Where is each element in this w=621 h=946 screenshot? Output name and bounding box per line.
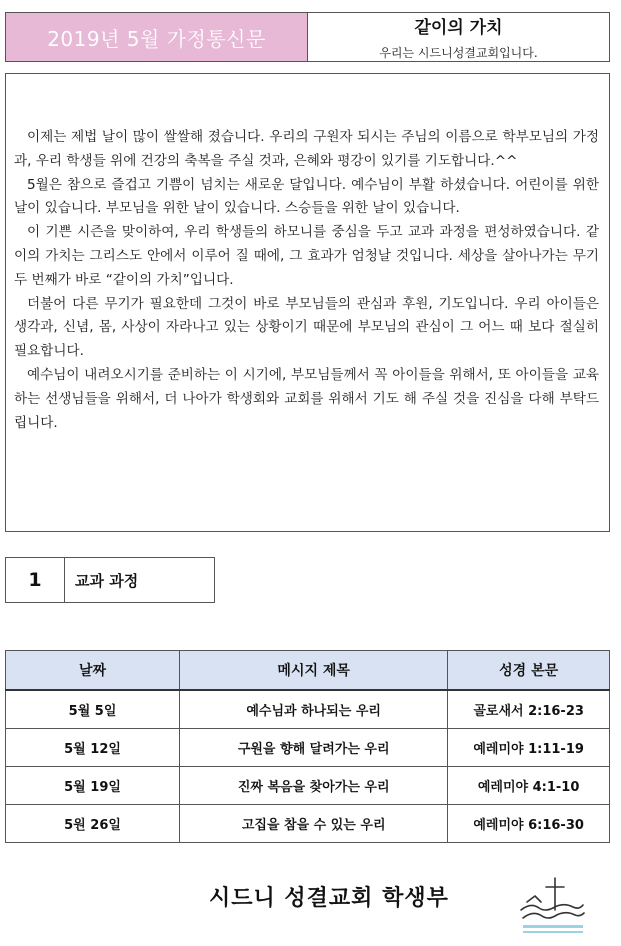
section-heading <box>5 557 215 603</box>
table-row <box>6 729 610 767</box>
section-number: 1 <box>6 558 65 602</box>
scripture-cell: 예레미야 1:11-19 <box>448 729 610 767</box>
message-title-cell: 고집을 참을 수 있는 우리 <box>180 805 448 843</box>
column-header-date: 날짜 <box>6 651 180 691</box>
letter-paragraph: 더불어 다른 무기가 필요한데 그것이 바로 부모님들의 관심과 후원, 기도입니다. 우리 아이들은 생각과, 신념, 몸, 사상이 자라나고 있는 상황이기 때문에 부모님의 관심이 그 어느 때 보다 절실히 필요합니다. <box>14 295 599 360</box>
schedule-table <box>5 650 610 843</box>
table-row <box>6 805 610 843</box>
table-row <box>6 690 610 729</box>
message-title-cell: 구원을 향해 달려가는 우리 <box>180 729 448 767</box>
scripture-cell: 예레미야 4:1-10 <box>448 767 610 805</box>
section-label: 교과 과정 <box>75 571 139 590</box>
church-cross-logo-icon <box>515 872 587 938</box>
newsletter-header <box>5 12 610 62</box>
organization-name: 시드니 성결교회 학생부 <box>209 886 449 911</box>
letter-box <box>5 73 610 532</box>
title-block <box>308 13 609 61</box>
letter-paragraph: 이제는 제법 날이 많이 쌀쌀해 졌습니다. 우리의 구원자 되시는 주님의 이름으로 학부모님의 가정과, 우리 학생들 위에 건강의 축복을 주실 것과, 은혜와 평강이 있기를 기도합니다.^^ <box>14 129 599 169</box>
column-header-message-title: 메시지 제목 <box>180 651 448 691</box>
message-title-cell: 예수님과 하나되는 우리 <box>180 690 448 729</box>
letter-paragraph: 예수님이 내려오시기를 준비하는 이 시기에, 부모님들께서 꼭 아이들을 위해서, 또 아이들을 교육하는 선생님들을 위해서, 더 나아가 학생회와 교회를 위해서 기도 해 주실 것을 진심을 다해 부탁드립니다. <box>14 366 599 431</box>
scripture-cell: 골로새서 2:16-23 <box>448 690 610 729</box>
date-cell: 5원 26일 <box>6 805 180 843</box>
date-cell: 5월 5일 <box>6 690 180 729</box>
table-row <box>6 767 610 805</box>
column-header-scripture: 성경 본문 <box>448 651 610 691</box>
newsletter-title: 같이의 가치 <box>414 18 503 38</box>
newsletter-name-banner <box>6 13 308 61</box>
scripture-cell: 예레미야 6:16-30 <box>448 805 610 843</box>
table-header-row <box>6 651 610 691</box>
letter-paragraph: 5월은 참으로 즐겁고 기쁨이 넘치는 새로운 달입니다. 예수님이 부활 하셨습니다. 어린이를 위한 날이 있습니다. 부모님을 위한 날이 있습니다. 스승들을 위한 날이 있습니다. <box>14 176 599 217</box>
date-cell: 5월 12일 <box>6 729 180 767</box>
date-cell: 5월 19일 <box>6 767 180 805</box>
letter-paragraph: 이 기쁜 시즌을 맞이하여, 우리 학생들의 하모니를 중심을 두고 교과 과정을 편성하였습니다. 같이의 가치는 그리스도 안에서 이루어 질 때에, 그 효과가 엄청날 것입니다. 세상을 살아나가는 무기 두 번째가 바로 “같이의 가치”입니다. <box>14 224 599 288</box>
newsletter-subtitle: 우리는 시드니성결교회입니다. <box>379 46 538 60</box>
newsletter-name: 2019년 5월 가정통신문 <box>47 26 266 51</box>
message-title-cell: 진짜 복음을 찾아가는 우리 <box>180 767 448 805</box>
